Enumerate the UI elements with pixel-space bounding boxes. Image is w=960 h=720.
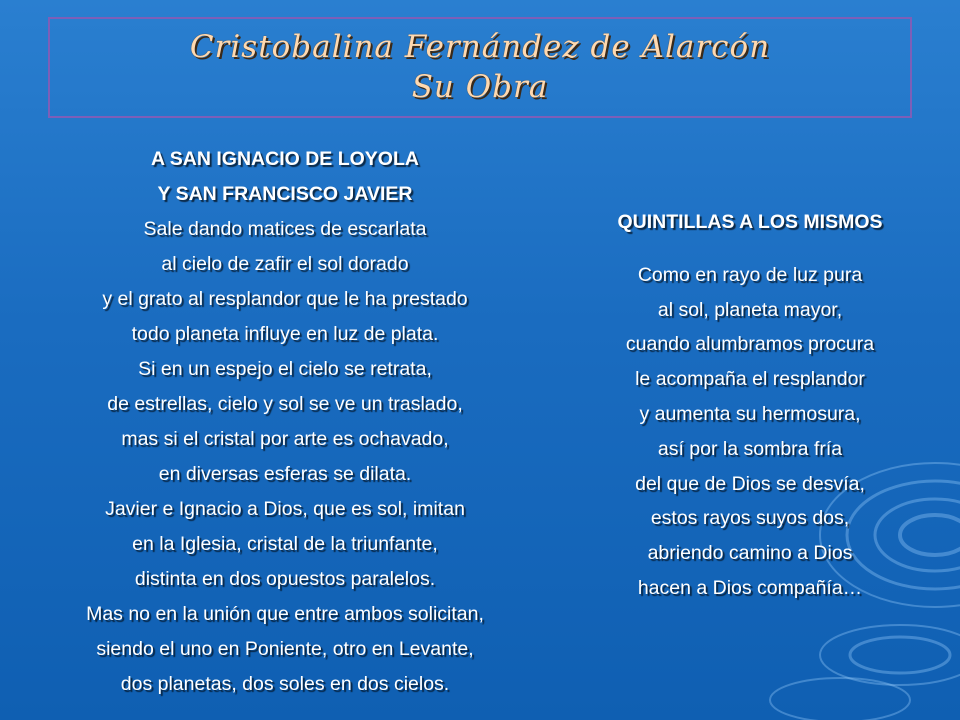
stanza-gap — [560, 240, 940, 258]
poem-line: en la Iglesia, cristal de la triunfante, — [132, 533, 438, 555]
poem-line: siendo el uno en Poniente, otro en Levante, — [96, 638, 474, 660]
poem-line: estos rayos suyos dos, — [650, 507, 850, 530]
poem-line: y aumenta su hermosura, — [639, 402, 861, 425]
poem-line: Si en un espejo el cielo se retrata, — [138, 358, 432, 380]
poem-line: Sale dando matices de escarlata — [143, 218, 427, 240]
poem-line: Mas no en la unión que entre ambos solicitan, — [86, 603, 484, 625]
poem-line: en diversas esferas se dilata. — [158, 463, 412, 485]
right-poem-heading: QUINTILLAS A LOS MISMOS — [617, 211, 883, 233]
poem-line: le acompaña el resplandor — [635, 368, 865, 391]
poem-line: al sol, planeta mayor, — [657, 298, 843, 321]
left-poem-heading-2: Y SAN FRANCISCO JAVIER — [157, 183, 413, 205]
poem-line: Javier e Ignacio a Dios, que es sol, imitan — [105, 498, 465, 520]
left-poem-heading-1: A SAN IGNACIO DE LOYOLA — [151, 148, 419, 170]
poem-line: Como en rayo de luz pura — [637, 263, 863, 286]
poem-line: al cielo de zafir el sol dorado — [161, 253, 409, 275]
slide-title-box — [48, 17, 912, 118]
poem-line: todo planeta influye en luz de plata. — [131, 323, 439, 345]
poem-line: así por la sombra fría — [657, 437, 843, 460]
slide-title-subtitle: Su Obra — [411, 69, 549, 105]
poem-line: mas si el cristal por arte es ochavado, — [121, 428, 449, 450]
poem-line: de estrellas, cielo y sol se ve un traslado, — [107, 393, 463, 415]
slide-title-author: Cristobalina Fernández de Alarcón — [189, 29, 771, 65]
poem-line: y el grato al resplandor que le ha prestado — [102, 288, 468, 310]
poem-line: distinta en dos opuestos paralelos. — [134, 568, 436, 590]
poem-line: hacen a Dios compañía… — [637, 576, 863, 599]
right-poem-quintillas — [560, 205, 940, 606]
left-poem-sonnet — [20, 142, 550, 702]
poem-line: del que de Dios se desvía, — [635, 472, 865, 495]
poem-line: cuando alumbramos procura — [625, 333, 875, 356]
poem-line: dos planetas, dos soles en dos cielos. — [120, 673, 450, 695]
poem-line: abriendo camino a Dios — [647, 542, 853, 565]
